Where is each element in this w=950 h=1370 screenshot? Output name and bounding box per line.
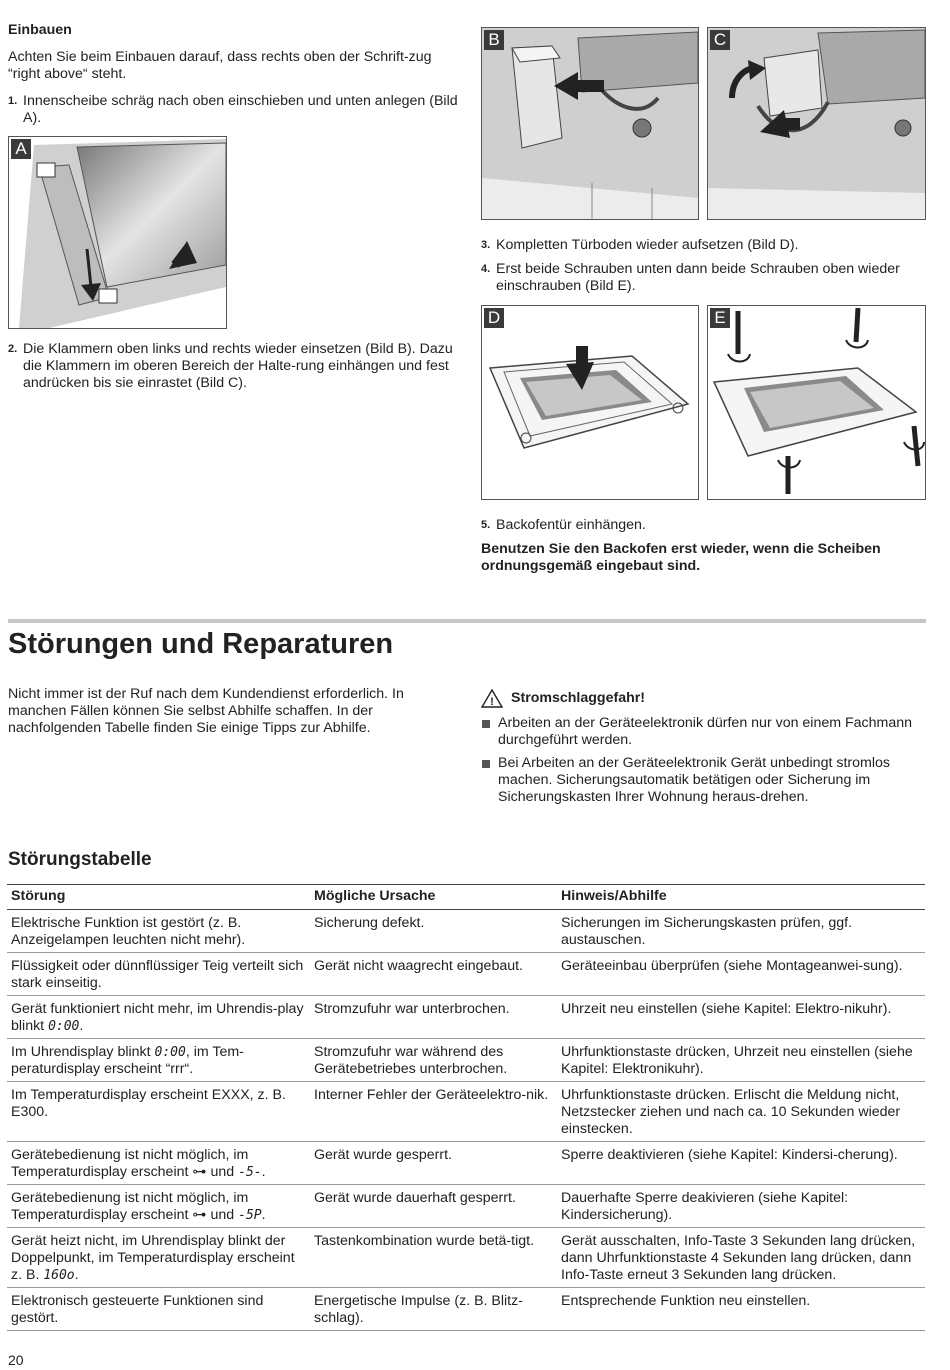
table-cell: Flüssigkeit oder dünnflüssiger Teig verteilt sich stark einseitig.	[7, 953, 310, 996]
table-cell	[7, 1185, 310, 1228]
col-header: Mögliche Ursache	[310, 885, 557, 910]
cell-text: .	[261, 1207, 266, 1223]
cell-text: Gerät funktioniert nicht mehr, im Uhrendis-play blinkt	[11, 1001, 304, 1034]
cell-text: und	[206, 1207, 239, 1223]
table-row	[7, 1288, 925, 1331]
table-cell: Elektrische Funktion ist gestört (z. B. Anzeigelampen leuchten nicht mehr).	[7, 910, 310, 953]
col-header: Hinweis/Abhilfe	[557, 885, 925, 910]
table-cell: Geräteeinbau überprüfen (siehe Montageanwei-sung).	[557, 953, 925, 996]
bullet-square-icon	[482, 720, 490, 728]
figure-d	[481, 305, 699, 500]
step-number: 5.	[481, 519, 491, 531]
step-text: Innenscheibe schräg nach oben einschieben und unten anlegen (Bild A).	[23, 93, 458, 126]
table-row	[7, 1142, 925, 1185]
cell-text: .	[74, 1267, 79, 1283]
figure-b-illustration	[482, 28, 698, 219]
figure-c	[707, 27, 926, 220]
bullet-text: Bei Arbeiten an der Geräteelektronik Gerät unbedingt stromlos machen. Sicherungsautomatik betätigen oder Sicherung im Sicherungskasten Ihrer Wohnung heraus-drehen.	[498, 755, 890, 805]
figure-a-illustration	[9, 137, 226, 328]
table-cell: Uhrfunktionstaste drücken, Uhrzeit neu einstellen (siehe Kapitel: Elektronikuhr).	[557, 1039, 925, 1082]
table-cell: Entsprechende Funktion neu einstellen.	[557, 1288, 925, 1331]
cell-text: Gerätebedienung ist nicht möglich, im Temperaturdisplay erscheint	[11, 1190, 249, 1223]
table-row	[7, 1039, 925, 1082]
warning-title: Stromschlaggefahr!	[511, 690, 646, 706]
cell-text: Gerät heizt nicht, im Uhrendisplay blinkt der Doppelpunkt, im Temperaturdisplay erscheint z. B.	[11, 1233, 295, 1283]
install-intro: Achten Sie beim Einbauen darauf, dass rechts oben der Schrift-zug “right above“ steht.	[8, 49, 432, 82]
figure-a-label: A	[11, 139, 31, 159]
cell-text: .	[79, 1018, 84, 1034]
table-cell: Sperre deaktivieren (siehe Kapitel: Kindersi-cherung).	[557, 1142, 925, 1185]
table-row	[7, 1228, 925, 1288]
section-divider	[8, 619, 926, 623]
table-cell	[7, 1039, 310, 1082]
figure-e-label: E	[710, 308, 730, 328]
svg-text:!: !	[490, 696, 494, 708]
section-title: Störungen und Reparaturen	[8, 628, 394, 660]
figure-e	[707, 305, 926, 500]
install-step-4	[481, 261, 921, 295]
figure-c-label: C	[710, 30, 730, 50]
table-cell: Stromzufuhr war unterbrochen.	[310, 996, 557, 1039]
cell-text: Gerätebedienung ist nicht möglich, im Temperaturdisplay erscheint	[11, 1147, 249, 1180]
install-step-3	[481, 237, 921, 254]
step-number: 1.	[8, 95, 18, 107]
step-text: Backofentür einhängen.	[496, 517, 646, 533]
figure-c-illustration	[708, 28, 925, 219]
table-row	[7, 1185, 925, 1228]
repairs-intro: Nicht immer ist der Ruf nach dem Kundendienst erforderlich. In manchen Fällen können Sie selbst Abhilfe schaffen. In der nachfolgenden Tabelle finden Sie einige Tipps zur Abhilfe.	[8, 686, 404, 736]
cell-text: .	[261, 1164, 266, 1180]
step-number: 4.	[481, 263, 491, 275]
table-cell: Uhrfunktionstaste drücken. Erlischt die Meldung nicht, Netzstecker ziehen und nach ca. 10 Sekunden wieder einstecken.	[557, 1082, 925, 1142]
table-cell: Energetische Impulse (z. B. Blitz-schlag).	[310, 1288, 557, 1331]
step-text: Kompletten Türboden wieder aufsetzen (Bild D).	[496, 237, 799, 253]
table-row	[7, 996, 925, 1039]
table-row	[7, 910, 925, 953]
install-notice: Benutzen Sie den Backofen erst wieder, wenn die Scheiben ordnungsgemäß eingebaut sind.	[481, 541, 881, 574]
step-text: Erst beide Schrauben unten dann beide Schrauben oben wieder einschrauben (Bild E).	[496, 261, 900, 294]
table-cell	[7, 996, 310, 1039]
bullet-square-icon	[482, 760, 490, 768]
table-cell: Stromzufuhr war während des Gerätebetriebes unterbrochen.	[310, 1039, 557, 1082]
warning-bullet	[481, 715, 921, 749]
figure-b-label: B	[484, 30, 504, 50]
table-cell: Sicherungen im Sicherungskasten prüfen, ggf. austauschen.	[557, 910, 925, 953]
table-header-row	[7, 885, 925, 910]
warning-header	[481, 689, 921, 708]
fault-table	[7, 884, 925, 1331]
table-cell: Uhrzeit neu einstellen (siehe Kapitel: Elektro-nikuhr).	[557, 996, 925, 1039]
display-code: -5P	[238, 1208, 262, 1223]
step-number: 3.	[481, 239, 491, 251]
table-cell: Gerät ausschalten, Info-Taste 3 Sekunden lang drücken, dann Uhrfunktionstaste 4 Sekunden lang drücken, dann Info-Taste erneut 3 Sekunden lang drücken.	[557, 1228, 925, 1288]
table-heading: Störungstabelle	[8, 849, 152, 870]
figure-a	[8, 136, 227, 329]
display-code: 0:00	[48, 1019, 80, 1034]
display-code: 0:00	[154, 1045, 186, 1060]
cell-text: , im Tem-peraturdisplay erscheint “rrr“.	[11, 1044, 244, 1077]
table-cell: Gerät wurde gesperrt.	[310, 1142, 557, 1185]
display-code: -5-	[238, 1165, 262, 1180]
key-icon: ⊶	[192, 1207, 207, 1223]
cell-text: Im Uhrendisplay blinkt	[11, 1044, 155, 1060]
table-cell: Interner Fehler der Geräteelektro-nik.	[310, 1082, 557, 1142]
table-cell	[7, 1228, 310, 1288]
step-number: 2.	[8, 343, 18, 355]
table-row	[7, 953, 925, 996]
col-header: Störung	[7, 885, 310, 910]
display-code: 160o	[43, 1268, 75, 1283]
page-number: 20	[8, 1352, 24, 1368]
table-cell: Im Temperaturdisplay erscheint EXXX, z. B. E300.	[7, 1082, 310, 1142]
table-cell: Tastenkombination wurde betä-tigt.	[310, 1228, 557, 1288]
step-text: Die Klammern oben links und rechts wieder einsetzen (Bild B). Dazu die Klammern im oberen Bereich der Halte-rung einhängen und fest andrücken bis sie einrastet (Bild C).	[23, 341, 453, 391]
table-cell: Dauerhafte Sperre deakivieren (siehe Kapitel: Kindersicherung).	[557, 1185, 925, 1228]
figure-d-label: D	[484, 308, 504, 328]
figure-b	[481, 27, 699, 220]
figure-d-illustration	[482, 306, 698, 499]
warning-triangle-icon	[481, 689, 503, 708]
table-cell: Gerät nicht waagrecht eingebaut.	[310, 953, 557, 996]
table-cell	[7, 1142, 310, 1185]
table-cell: Sicherung defekt.	[310, 910, 557, 953]
install-step-5	[481, 517, 926, 534]
key-icon: ⊶	[192, 1164, 207, 1180]
cell-text: und	[206, 1164, 239, 1180]
install-step-2	[8, 341, 458, 392]
table-row	[7, 1082, 925, 1142]
table-cell: Elektronisch gesteuerte Funktionen sind gestört.	[7, 1288, 310, 1331]
install-heading: Einbauen	[8, 22, 72, 38]
bullet-text: Arbeiten an der Geräteelektronik dürfen nur von einem Fachmann durchgeführt werden.	[498, 715, 913, 748]
warning-bullet	[481, 755, 921, 806]
table-cell: Gerät wurde dauerhaft gesperrt.	[310, 1185, 557, 1228]
figure-e-illustration	[708, 306, 925, 499]
install-step-1	[8, 93, 458, 127]
